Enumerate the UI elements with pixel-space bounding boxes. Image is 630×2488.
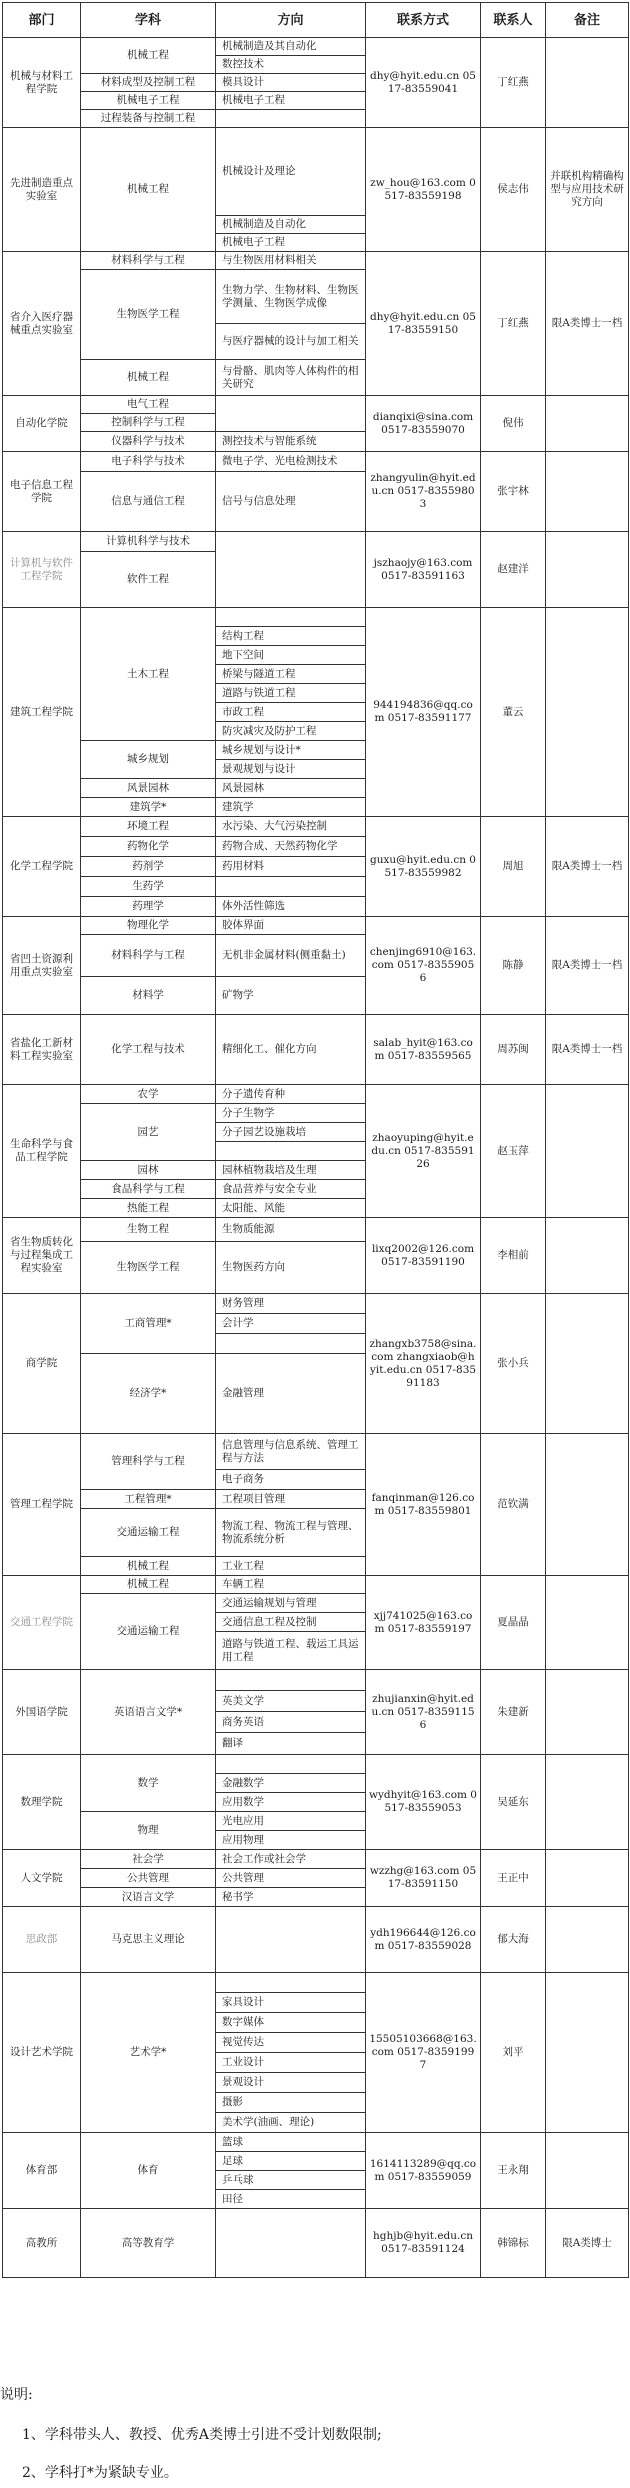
table-row <box>3 1085 629 1104</box>
note-cell <box>546 1907 629 1973</box>
direction-cell: 机械制造及其自动化 <box>216 38 366 56</box>
subject-cell: 高等教育学 <box>81 2209 216 2278</box>
dept-cell: 计算机与软件工程学院 <box>3 532 81 608</box>
dept-cell: 高教所 <box>3 2209 81 2278</box>
direction-cell: 工程项目管理 <box>216 1490 366 1509</box>
subject-cell: 计算机科学与技术 <box>81 532 216 552</box>
person-cell: 王永翔 <box>481 2133 546 2209</box>
subject-cell: 过程装备与控制工程 <box>81 110 216 128</box>
direction-cell: 美术学(油画、理论) <box>216 2113 366 2133</box>
note-cell <box>546 38 629 128</box>
subject-cell: 材料科学与工程 <box>81 252 216 270</box>
contact-cell: xjj741025@163.com 0517-83559197 <box>366 1576 481 1670</box>
direction-cell: 分子园艺设施栽培 <box>216 1123 366 1142</box>
table-row <box>3 1218 629 1242</box>
dept-cell: 设计艺术学院 <box>3 1973 81 2133</box>
direction-cell: 乒乓球 <box>216 2171 366 2190</box>
direction-cell <box>216 608 366 627</box>
direction-cell: 数字媒体 <box>216 2013 366 2033</box>
subject-cell: 药物化学 <box>81 837 216 857</box>
direction-cell <box>216 2209 366 2278</box>
direction-cell: 翻译 <box>216 1733 366 1755</box>
subject-cell: 物理化学 <box>81 917 216 935</box>
dept-cell: 机械与材料工程学院 <box>3 38 81 128</box>
header-note: 备注 <box>546 3 629 38</box>
subject-cell: 材料科学与工程 <box>81 935 216 977</box>
direction-cell: 药用材料 <box>216 857 366 877</box>
subject-cell: 化学工程与技术 <box>81 1015 216 1085</box>
person-cell: 侯志伟 <box>481 128 546 252</box>
person-cell: 赵玉萍 <box>481 1085 546 1218</box>
subject-cell: 城乡规划 <box>81 741 216 779</box>
note-cell: 限A类博士一档 <box>546 817 629 917</box>
subject-cell: 汉语言文学 <box>81 1888 216 1907</box>
dept-cell: 省凹土资源利用重点实验室 <box>3 917 81 1015</box>
table-row <box>3 128 629 150</box>
contact-cell: ydh196644@126.com 0517-83559028 <box>366 1907 481 1973</box>
contact-cell: zhujianxin@hyit.edu.cn 0517-83591156 <box>366 1670 481 1755</box>
direction-cell: 模具设计 <box>216 74 366 92</box>
dept-cell: 外国语学院 <box>3 1670 81 1755</box>
person-cell: 王正中 <box>481 1850 546 1907</box>
dept-cell: 自动化学院 <box>3 396 81 452</box>
subject-cell: 管理科学与工程 <box>81 1434 216 1490</box>
direction-cell: 物流工程、物流工程与管理、物流系统分析 <box>216 1509 366 1557</box>
dept-cell: 建筑工程学院 <box>3 608 81 817</box>
direction-cell <box>216 1334 366 1354</box>
contact-cell: wzzhg@163.com 0517-83591150 <box>366 1850 481 1907</box>
person-cell: 董云 <box>481 608 546 817</box>
direction-cell: 桥梁与隧道工程 <box>216 665 366 684</box>
subject-cell: 农学 <box>81 1085 216 1104</box>
note-cell: 限A类博士 <box>546 2209 629 2278</box>
table-row <box>3 1907 629 1929</box>
direction-cell: 无机非金属材料(侧重黏土) <box>216 935 366 977</box>
direction-cell: 水污染、大气污染控制 <box>216 817 366 837</box>
dept-cell: 化学工程学院 <box>3 817 81 917</box>
subject-cell: 食品科学与工程 <box>81 1180 216 1199</box>
contact-cell: zhangxb3758@sina.com zhangxiaob@hyit.edu.cn 0517-83591183 <box>366 1294 481 1434</box>
direction-cell: 财务管理 <box>216 1294 366 1314</box>
subject-cell: 材料成型及控制工程 <box>81 74 216 92</box>
subject-cell: 环境工程 <box>81 817 216 837</box>
direction-cell: 车辆工程 <box>216 1576 366 1594</box>
dept-cell: 思政部 <box>3 1907 81 1973</box>
direction-cell <box>216 1755 366 1774</box>
contact-cell: 15505103668@163.com 0517-83591997 <box>366 1973 481 2133</box>
subject-cell: 药剂学 <box>81 857 216 877</box>
direction-cell: 防灾减灾及防护工程 <box>216 722 366 741</box>
table-row <box>3 396 629 414</box>
dept-cell: 省生物质转化与过程集成工程实验室 <box>3 1218 81 1294</box>
subject-cell: 物理 <box>81 1812 216 1850</box>
subject-cell: 体育 <box>81 2133 216 2209</box>
note-cell <box>546 1294 629 1434</box>
direction-cell: 英美文学 <box>216 1691 366 1712</box>
note-cell <box>546 396 629 452</box>
subject-cell: 材料学 <box>81 977 216 1015</box>
direction-cell: 应用物理 <box>216 1831 366 1850</box>
person-cell: 范钦满 <box>481 1434 546 1576</box>
direction-cell: 足球 <box>216 2152 366 2171</box>
direction-cell <box>216 532 366 608</box>
table-row <box>3 1294 629 1314</box>
subject-cell: 土木工程 <box>81 608 216 741</box>
contact-cell: hghjb@hyit.edu.cn 0517-83591124 <box>366 2209 481 2278</box>
note-cell <box>546 1085 629 1218</box>
contact-cell: 944194836@qq.com 0517-83591177 <box>366 608 481 817</box>
person-cell: 丁红燕 <box>481 252 546 396</box>
dept-cell: 省盐化工新材料工程实验室 <box>3 1015 81 1085</box>
direction-cell: 市政工程 <box>216 703 366 722</box>
direction-cell: 地下空间 <box>216 646 366 665</box>
direction-cell: 景观设计 <box>216 2073 366 2093</box>
subject-cell: 机械工程 <box>81 38 216 74</box>
dept-cell: 数理学院 <box>3 1755 81 1850</box>
dept-cell: 管理工程学院 <box>3 1434 81 1576</box>
direction-cell: 工业设计 <box>216 2053 366 2073</box>
note-cell: 并联机构精确构型与应用技术研究方向 <box>546 128 629 252</box>
subject-cell: 药理学 <box>81 897 216 917</box>
subject-cell: 信息与通信工程 <box>81 472 216 532</box>
person-cell: 陈静 <box>481 917 546 1015</box>
table-row <box>3 608 629 627</box>
subject-cell: 仪器科学与技术 <box>81 432 216 452</box>
dept-cell: 省介入医疗器械重点实验室 <box>3 252 81 396</box>
note-cell: 限A类博士一档 <box>546 252 629 396</box>
table-row <box>3 1434 629 1470</box>
direction-cell: 公共管理 <box>216 1869 366 1888</box>
dept-cell: 生命科学与食品工程学院 <box>3 1085 81 1218</box>
direction-cell: 太阳能、风能 <box>216 1199 366 1218</box>
person-cell: 刘平 <box>481 1973 546 2133</box>
header-dept: 部门 <box>3 3 81 38</box>
person-cell: 张小兵 <box>481 1294 546 1434</box>
contact-cell: lixq2002@126.com 0517-83591190 <box>366 1218 481 1294</box>
direction-cell: 金融管理 <box>216 1354 366 1434</box>
table-row <box>3 2133 629 2152</box>
direction-cell: 城乡规划与设计* <box>216 741 366 760</box>
subject-cell: 英语语言文学* <box>81 1670 216 1755</box>
subject-cell: 热能工程 <box>81 1199 216 1218</box>
subject-cell: 经济学* <box>81 1354 216 1434</box>
subject-cell: 艺术学* <box>81 1973 216 2133</box>
note-cell <box>546 1218 629 1294</box>
direction-cell: 园林植物栽培及生理 <box>216 1161 366 1180</box>
direction-cell: 机械电子工程 <box>216 234 366 252</box>
note-line-1: 1、学科带头人、教授、优秀A类博士引进不受计划数限制; <box>22 2427 382 2443</box>
direction-cell: 测控技术与智能系统 <box>216 432 366 452</box>
subject-cell: 工商管理* <box>81 1294 216 1354</box>
direction-cell <box>216 396 366 432</box>
direction-cell: 药物合成、天然药物化学 <box>216 837 366 857</box>
direction-cell: 矿物学 <box>216 977 366 1015</box>
note-cell: 限A类博士一档 <box>546 917 629 1015</box>
table-row <box>3 917 629 935</box>
person-cell: 周旭 <box>481 817 546 917</box>
table-row <box>3 532 629 552</box>
direction-cell: 胶体界面 <box>216 917 366 935</box>
direction-cell: 会计学 <box>216 1314 366 1334</box>
contact-cell: zhaoyuping@hyit.edu.cn 0517-83559126 <box>366 1085 481 1218</box>
direction-cell: 应用数学 <box>216 1793 366 1812</box>
direction-cell: 光电应用 <box>216 1812 366 1831</box>
direction-cell: 田径 <box>216 2190 366 2209</box>
note-cell <box>546 1850 629 1907</box>
header-person: 联系人 <box>481 3 546 38</box>
person-cell: 吴延东 <box>481 1755 546 1850</box>
subject-cell: 马克思主义理论 <box>81 1907 216 1973</box>
person-cell: 周苏闽 <box>481 1015 546 1085</box>
subject-cell: 建筑学* <box>81 798 216 817</box>
contact-cell: dhy@hyit.edu.cn 0517-83559041 <box>366 38 481 128</box>
person-cell: 倪伟 <box>481 396 546 452</box>
direction-cell: 摄影 <box>216 2093 366 2113</box>
direction-cell: 分子生物学 <box>216 1104 366 1123</box>
contact-cell: salab_hyit@163.com 0517-83559565 <box>366 1015 481 1085</box>
direction-cell: 景观规划与设计 <box>216 760 366 779</box>
subject-cell: 控制科学与工程 <box>81 414 216 432</box>
subject-cell: 软件工程 <box>81 552 216 608</box>
dept-cell: 交通工程学院 <box>3 1576 81 1670</box>
person-cell: 赵建洋 <box>481 532 546 608</box>
table-row <box>3 252 629 270</box>
direction-cell: 数控技术 <box>216 56 366 74</box>
subject-cell: 生物医学工程 <box>81 270 216 360</box>
direction-cell: 机械电子工程 <box>216 92 366 110</box>
subject-cell: 机械工程 <box>81 1576 216 1594</box>
person-cell: 夏晶晶 <box>481 1576 546 1670</box>
direction-cell: 分子遗传育种 <box>216 1085 366 1104</box>
direction-cell: 信号与信息处理 <box>216 472 366 532</box>
subject-cell: 机械工程 <box>81 360 216 396</box>
direction-cell <box>216 1670 366 1691</box>
header-direction: 方向 <box>216 3 366 38</box>
direction-cell: 与医疗器械的设计与加工相关 <box>216 324 366 360</box>
person-cell: 韩锦标 <box>481 2209 546 2278</box>
direction-cell: 商务英语 <box>216 1712 366 1733</box>
header-row <box>3 3 629 38</box>
direction-cell: 结构工程 <box>216 627 366 646</box>
subject-cell: 机械电子工程 <box>81 92 216 110</box>
header-subject: 学科 <box>81 3 216 38</box>
dept-cell: 先进制造重点实验室 <box>3 128 81 252</box>
direction-cell: 道路与铁道工程 <box>216 684 366 703</box>
direction-cell: 信息管理与信息系统、管理工程与方法 <box>216 1434 366 1470</box>
note-cell <box>546 452 629 532</box>
direction-cell <box>216 1142 366 1161</box>
direction-cell: 道路与铁道工程、载运工具运用工程 <box>216 1632 366 1670</box>
subject-cell: 生物工程 <box>81 1218 216 1242</box>
table-row <box>3 38 629 56</box>
subject-cell: 交通运输工程 <box>81 1509 216 1557</box>
subject-cell: 工程管理* <box>81 1490 216 1509</box>
direction-cell <box>216 1973 366 1993</box>
table-row <box>3 1755 629 1774</box>
contact-cell: zw_hou@163.com 0517-83559198 <box>366 128 481 252</box>
note-cell: 限A类博士一档 <box>546 1015 629 1085</box>
direction-cell: 与骨骼、肌肉等人体构件的相关研究 <box>216 360 366 396</box>
table-row <box>3 817 629 837</box>
direction-cell <box>216 877 366 897</box>
direction-cell: 交通运输规划与管理 <box>216 1594 366 1613</box>
person-cell: 李相前 <box>481 1218 546 1294</box>
subject-cell: 园艺 <box>81 1104 216 1161</box>
direction-cell <box>216 110 366 128</box>
direction-cell: 生物力学、生物材料、生物医学测量、生物医学成像 <box>216 270 366 324</box>
direction-cell: 生物质能源 <box>216 1218 366 1242</box>
contact-cell: guxu@hyit.edu.cn 0517-83559982 <box>366 817 481 917</box>
direction-cell: 交通信息工程及控制 <box>216 1613 366 1632</box>
contact-cell: chenjing6910@163.com 0517-83559056 <box>366 917 481 1015</box>
recruitment-table <box>2 2 629 2278</box>
contact-cell: dhy@hyit.edu.cn 0517-83559150 <box>366 252 481 396</box>
table-row <box>3 1576 629 1594</box>
direction-cell: 视觉传达 <box>216 2033 366 2053</box>
subject-cell: 交通运输工程 <box>81 1594 216 1670</box>
dept-cell: 商学院 <box>3 1294 81 1434</box>
direction-cell: 微电子学、光电检测技术 <box>216 452 366 472</box>
subject-cell: 电气工程 <box>81 396 216 414</box>
person-cell: 朱建新 <box>481 1670 546 1755</box>
subject-cell: 数学 <box>81 1755 216 1812</box>
subject-cell: 风景园林 <box>81 779 216 798</box>
dept-cell: 人文学院 <box>3 1850 81 1907</box>
direction-cell: 工业工程 <box>216 1557 366 1576</box>
direction-cell: 食品营养与安全专业 <box>216 1180 366 1199</box>
contact-cell: zhangyulin@hyit.edu.cn 0517-83559803 <box>366 452 481 532</box>
direction-cell: 生物医药方向 <box>216 1242 366 1294</box>
contact-cell: fanqinman@126.com 0517-83559801 <box>366 1434 481 1576</box>
table-row <box>3 1015 629 1039</box>
subject-cell: 园林 <box>81 1161 216 1180</box>
dept-cell: 体育部 <box>3 2133 81 2209</box>
note-cell <box>546 1576 629 1670</box>
contact-cell: dianqixi@sina.com 0517-83559070 <box>366 396 481 452</box>
note-cell <box>546 1973 629 2133</box>
subject-cell: 机械工程 <box>81 1557 216 1576</box>
table-row <box>3 1850 629 1869</box>
note-cell <box>546 1434 629 1576</box>
subject-cell: 生药学 <box>81 877 216 897</box>
direction-cell: 机械设计及理论 <box>216 128 366 216</box>
note-cell <box>546 1755 629 1850</box>
subject-cell: 公共管理 <box>81 1869 216 1888</box>
table-row <box>3 1670 629 1691</box>
direction-cell: 体外活性筛选 <box>216 897 366 917</box>
direction-cell: 家具设计 <box>216 1993 366 2013</box>
direction-cell: 金融数学 <box>216 1774 366 1793</box>
dept-cell: 电子信息工程学院 <box>3 452 81 532</box>
note-cell <box>546 532 629 608</box>
notes-title: 说明: <box>0 2387 33 2403</box>
subject-cell: 电子科学与技术 <box>81 452 216 472</box>
direction-cell: 风景园林 <box>216 779 366 798</box>
contact-cell: 1614113289@qq.com 0517-83559059 <box>366 2133 481 2209</box>
direction-cell: 电子商务 <box>216 1470 366 1490</box>
direction-cell: 精细化工、催化方向 <box>216 1015 366 1085</box>
person-cell: 郁大海 <box>481 1907 546 1973</box>
person-cell: 丁红燕 <box>481 38 546 128</box>
note-line-2: 2、学科打*为紧缺专业。 <box>22 2465 178 2481</box>
direction-cell: 机械制造及自动化 <box>216 216 366 234</box>
subject-cell: 社会学 <box>81 1850 216 1869</box>
direction-cell <box>216 1907 366 1973</box>
direction-cell: 建筑学 <box>216 798 366 817</box>
direction-cell: 秘书学 <box>216 1888 366 1907</box>
note-cell <box>546 2133 629 2209</box>
header-contact: 联系方式 <box>366 3 481 38</box>
subject-cell: 机械工程 <box>81 128 216 252</box>
subject-cell: 生物医学工程 <box>81 1242 216 1294</box>
person-cell: 张宇林 <box>481 452 546 532</box>
table-row <box>3 1973 629 1993</box>
direction-cell: 与生物医用材料相关 <box>216 252 366 270</box>
note-cell <box>546 608 629 817</box>
table-row <box>3 452 629 472</box>
direction-cell: 篮球 <box>216 2133 366 2152</box>
table-row <box>3 2209 629 2232</box>
contact-cell: jszhaojy@163.com 0517-83591163 <box>366 532 481 608</box>
direction-cell: 社会工作或社会学 <box>216 1850 366 1869</box>
note-cell <box>546 1670 629 1755</box>
contact-cell: wydhyit@163.com 0517-83559053 <box>366 1755 481 1850</box>
